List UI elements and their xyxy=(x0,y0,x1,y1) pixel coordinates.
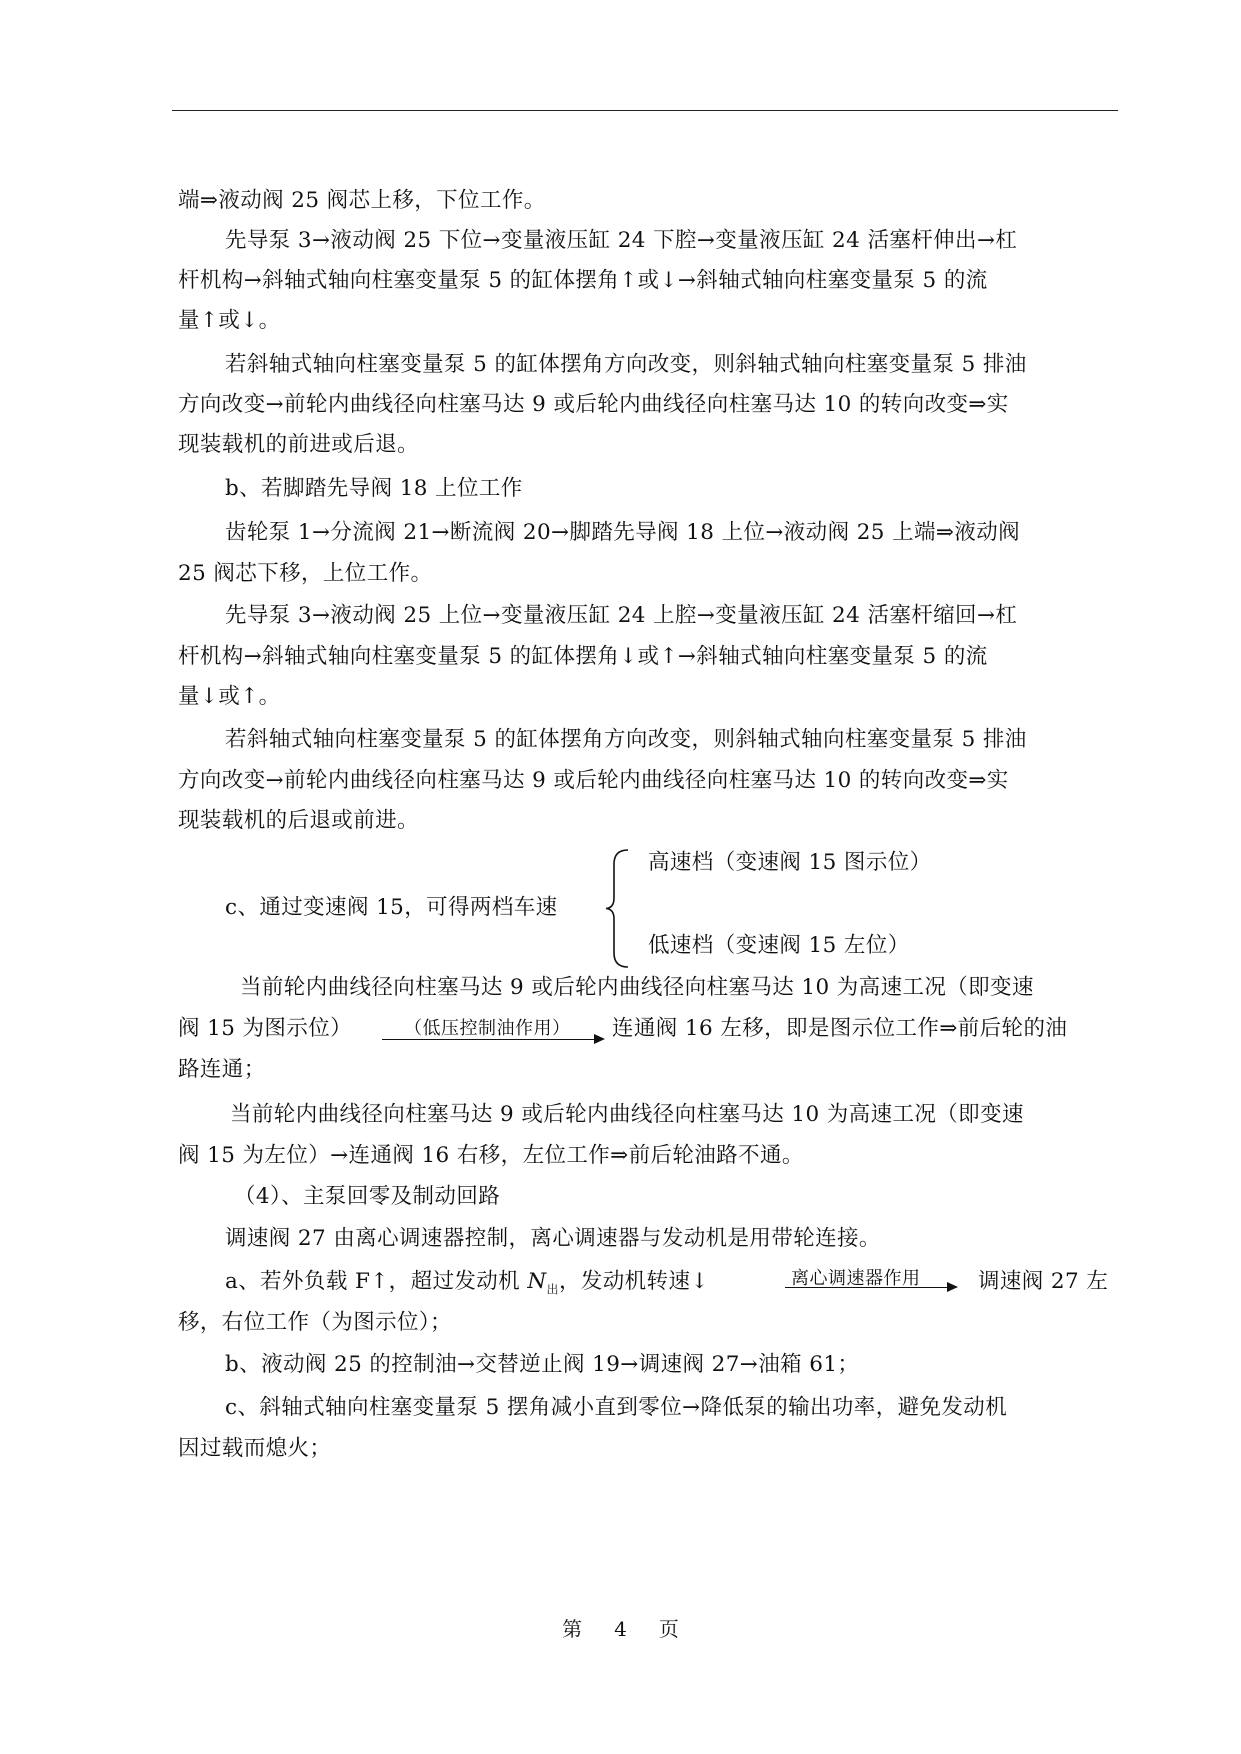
text-line: 当前轮内曲线径向柱塞马达 9 或后轮内曲线径向柱塞马达 10 为高速工况（即变速 xyxy=(240,975,1034,1000)
text-line: 调速阀 27 左 xyxy=(978,1269,1109,1294)
arrow-label: （低压控制油作用） xyxy=(404,1018,571,1039)
text-line: 先导泵 3→液动阀 25 上位→变量液压缸 24 上腔→变量液压缸 24 活塞杆缩回→杠 xyxy=(225,603,1018,628)
text-line: 阀 15 为图示位） xyxy=(178,1016,353,1041)
speed-option-high: 高速档（变速阀 15 图示位） xyxy=(648,850,932,875)
text-line: 量↑或↓。 xyxy=(178,308,281,333)
text-line: 现装载机的前进或后退。 xyxy=(178,432,419,457)
text-line: 量↓或↑。 xyxy=(178,684,281,709)
text-line: 若斜轴式轴向柱塞变量泵 5 的缸体摆角方向改变，则斜轴式轴向柱塞变量泵 5 排油 xyxy=(225,727,1027,752)
text-line: 方向改变→前轮内曲线径向柱塞马达 9 或后轮内曲线径向柱塞马达 10 的转向改变⇒实 xyxy=(178,392,1009,417)
arrow-label: 离心调速器作用 xyxy=(791,1268,921,1289)
text-line: 路连通； xyxy=(178,1057,266,1082)
text-line: 现装载机的后退或前进。 xyxy=(178,808,419,833)
section-heading: （4）、主泵回零及制动回路 xyxy=(234,1184,501,1209)
text-line: 调速阀 27 由离心调速器控制，离心调速器与发动机是用带轮连接。 xyxy=(225,1226,881,1251)
text-line: 端⇒液动阀 25 阀芯上移，下位工作。 xyxy=(178,188,546,213)
text-line: c、斜轴式轴向柱塞变量泵 5 摆角减小直到零位→降低泵的输出功率，避免发动机 xyxy=(225,1395,1008,1420)
text-line: 杆机构→斜轴式轴向柱塞变量泵 5 的缸体摆角↓或↑→斜轴式轴向柱塞变量泵 5 的流 xyxy=(178,644,988,669)
text-line: 先导泵 3→液动阀 25 下位→变量液压缸 24 下腔→变量液压缸 24 活塞杆伸出→杠 xyxy=(225,228,1018,253)
footer-suffix: 页 xyxy=(658,1617,679,1641)
text-line: 移，右位工作（为图示位）； xyxy=(178,1310,452,1335)
text-line: 若斜轴式轴向柱塞变量泵 5 的缸体摆角方向改变，则斜轴式轴向柱塞变量泵 5 排油 xyxy=(225,352,1027,377)
page-number: 4 xyxy=(614,1617,627,1641)
text-line: 杆机构→斜轴式轴向柱塞变量泵 5 的缸体摆角↑或↓→斜轴式轴向柱塞变量泵 5 的流 xyxy=(178,268,988,293)
text-line: b、液动阀 25 的控制油→交替逆止阀 19→调速阀 27→油箱 61； xyxy=(225,1352,860,1377)
text-line: 齿轮泵 1→分流阀 21→断流阀 20→脚踏先导阀 18 上位→液动阀 25 上端⇒液动阀 xyxy=(225,520,1021,545)
arrow-icon xyxy=(382,1039,603,1040)
speed-intro: c、通过变速阀 15，可得两档车速 xyxy=(225,895,558,920)
text-line: 25 阀芯下移，上位工作。 xyxy=(178,561,433,586)
header-rule xyxy=(172,110,1118,111)
speed-option-low: 低速档（变速阀 15 左位） xyxy=(648,933,910,958)
text-line: 阀 15 为左位）→连通阀 16 右移，左位工作⇒前后轮油路不通。 xyxy=(178,1143,804,1168)
text-line: 连通阀 16 左移，即是图示位工作⇒前后轮的油 xyxy=(612,1016,1068,1041)
text-line: 因过载而熄火； xyxy=(178,1436,332,1461)
arrow-icon xyxy=(785,1287,956,1288)
text-line: a、若外负载 F↑，超过发动机 $N_出$，发动机转速↓ xyxy=(225,1269,709,1297)
page-footer xyxy=(0,1616,1241,1642)
text-line: 方向改变→前轮内曲线径向柱塞马达 9 或后轮内曲线径向柱塞马达 10 的转向改变⇒实 xyxy=(178,768,1009,793)
curly-brace-icon xyxy=(604,846,634,971)
text-line: 当前轮内曲线径向柱塞马达 9 或后轮内曲线径向柱塞马达 10 为高速工况（即变速 xyxy=(230,1102,1024,1127)
text-line: b、若脚踏先导阀 18 上位工作 xyxy=(225,476,523,501)
footer-prefix: 第 xyxy=(562,1617,583,1641)
